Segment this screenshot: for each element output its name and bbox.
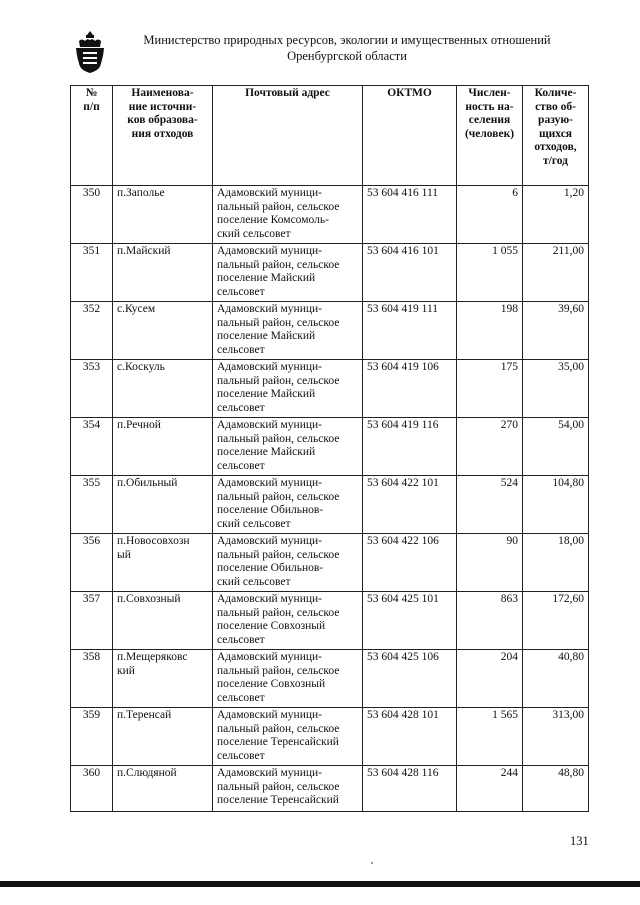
- cell-source-name: п.Теренсай: [113, 708, 213, 766]
- cell-number: 354: [71, 418, 113, 476]
- scan-speck: [371, 862, 373, 864]
- cell-waste-quantity: 172,60: [523, 592, 589, 650]
- table-row: [71, 244, 589, 302]
- table-row: [71, 302, 589, 360]
- cell-postal-address: Адамовский муници- пальный район, сельское поселение Майский сельсовет: [213, 360, 363, 418]
- cell-postal-address: Адамовский муници- пальный район, сельское поселение Совхозный сельсовет: [213, 592, 363, 650]
- cell-postal-address: Адамовский муници- пальный район, сельское поселение Майский сельсовет: [213, 244, 363, 302]
- cell-oktmo: 53 604 425 106: [363, 650, 457, 708]
- cell-postal-address: Адамовский муници- пальный район, сельское поселение Комсомоль- ский сельсовет: [213, 186, 363, 244]
- cell-source-name: п.Майский: [113, 244, 213, 302]
- cell-postal-address: Адамовский муници- пальный район, сельское поселение Совхозный сельсовет: [213, 650, 363, 708]
- cell-postal-address: Адамовский муници- пальный район, сельское поселение Обильнов- ский сельсовет: [213, 476, 363, 534]
- cell-number: 360: [71, 766, 113, 812]
- cell-source-name: п.Слюдяной: [113, 766, 213, 812]
- cell-source-name: п.Заполье: [113, 186, 213, 244]
- cell-oktmo: 53 604 416 101: [363, 244, 457, 302]
- cell-waste-quantity: 1,20: [523, 186, 589, 244]
- col-header-source-name: Наименова- ние источни- ков образова- ния отходов: [113, 86, 213, 186]
- cell-source-name: с.Коскуль: [113, 360, 213, 418]
- cell-number: 356: [71, 534, 113, 592]
- table-row: [71, 418, 589, 476]
- cell-source-name: п.Совхозный: [113, 592, 213, 650]
- cell-number: 353: [71, 360, 113, 418]
- cell-population: 863: [457, 592, 523, 650]
- cell-oktmo: 53 604 428 116: [363, 766, 457, 812]
- cell-postal-address: Адамовский муници- пальный район, сельское поселение Обильнов- ский сельсовет: [213, 534, 363, 592]
- cell-number: 355: [71, 476, 113, 534]
- table-row: [71, 186, 589, 244]
- cell-waste-quantity: 211,00: [523, 244, 589, 302]
- cell-number: 358: [71, 650, 113, 708]
- col-header-waste-quantity: Количе- ство об- разую- щихся отходов, т/год: [523, 86, 589, 186]
- cell-postal-address: Адамовский муници- пальный район, сельское поселение Майский сельсовет: [213, 418, 363, 476]
- cell-population: 175: [457, 360, 523, 418]
- region-name: Оренбургской области: [287, 49, 407, 63]
- cell-waste-quantity: 18,00: [523, 534, 589, 592]
- table-header-row: [71, 86, 589, 186]
- cell-number: 359: [71, 708, 113, 766]
- cell-number: 351: [71, 244, 113, 302]
- cell-waste-quantity: 40,80: [523, 650, 589, 708]
- table-row: [71, 708, 589, 766]
- cell-postal-address: Адамовский муници- пальный район, сельское поселение Теренсайский сельсовет: [213, 708, 363, 766]
- bottom-border-bar: [0, 881, 640, 887]
- cell-number: 352: [71, 302, 113, 360]
- coat-of-arms-icon: [76, 30, 104, 74]
- cell-oktmo: 53 604 419 116: [363, 418, 457, 476]
- cell-population: 6: [457, 186, 523, 244]
- cell-oktmo: 53 604 425 101: [363, 592, 457, 650]
- waste-sources-table: [70, 85, 589, 812]
- cell-population: 244: [457, 766, 523, 812]
- cell-number: 357: [71, 592, 113, 650]
- cell-population: 198: [457, 302, 523, 360]
- table-row: [71, 360, 589, 418]
- cell-waste-quantity: 48,80: [523, 766, 589, 812]
- table-row: [71, 592, 589, 650]
- cell-population: 204: [457, 650, 523, 708]
- cell-waste-quantity: 54,00: [523, 418, 589, 476]
- table-row: [71, 766, 589, 812]
- cell-waste-quantity: 39,60: [523, 302, 589, 360]
- cell-source-name: п.Обильный: [113, 476, 213, 534]
- col-header-population: Числен- ность на- селения (человек): [457, 86, 523, 186]
- cell-population: 524: [457, 476, 523, 534]
- cell-population: 1 055: [457, 244, 523, 302]
- cell-source-name: п.Новосовхозн ый: [113, 534, 213, 592]
- cell-oktmo: 53 604 419 106: [363, 360, 457, 418]
- cell-waste-quantity: 104,80: [523, 476, 589, 534]
- table-row: [71, 534, 589, 592]
- cell-waste-quantity: 313,00: [523, 708, 589, 766]
- cell-number: 350: [71, 186, 113, 244]
- cell-postal-address: Адамовский муници- пальный район, сельское поселение Майский сельсовет: [213, 302, 363, 360]
- cell-waste-quantity: 35,00: [523, 360, 589, 418]
- cell-population: 90: [457, 534, 523, 592]
- table-row: [71, 650, 589, 708]
- cell-source-name: п.Мещеряковс кий: [113, 650, 213, 708]
- cell-oktmo: 53 604 422 101: [363, 476, 457, 534]
- cell-source-name: с.Кусем: [113, 302, 213, 360]
- cell-source-name: п.Речной: [113, 418, 213, 476]
- cell-oktmo: 53 604 419 111: [363, 302, 457, 360]
- cell-population: 270: [457, 418, 523, 476]
- cell-postal-address: Адамовский муници- пальный район, сельское поселение Теренсайский: [213, 766, 363, 812]
- ministry-name: Министерство природных ресурсов, экологии и имущественных отношений: [143, 33, 551, 47]
- page-number: 131: [570, 834, 589, 848]
- cell-oktmo: 53 604 422 106: [363, 534, 457, 592]
- table-row: [71, 476, 589, 534]
- cell-oktmo: 53 604 416 111: [363, 186, 457, 244]
- cell-oktmo: 53 604 428 101: [363, 708, 457, 766]
- col-header-number: № п/п: [71, 86, 113, 186]
- col-header-postal-address: Почтовый адрес: [213, 86, 363, 186]
- col-header-oktmo: ОКТМО: [363, 86, 457, 186]
- document-header: [112, 32, 582, 64]
- cell-population: 1 565: [457, 708, 523, 766]
